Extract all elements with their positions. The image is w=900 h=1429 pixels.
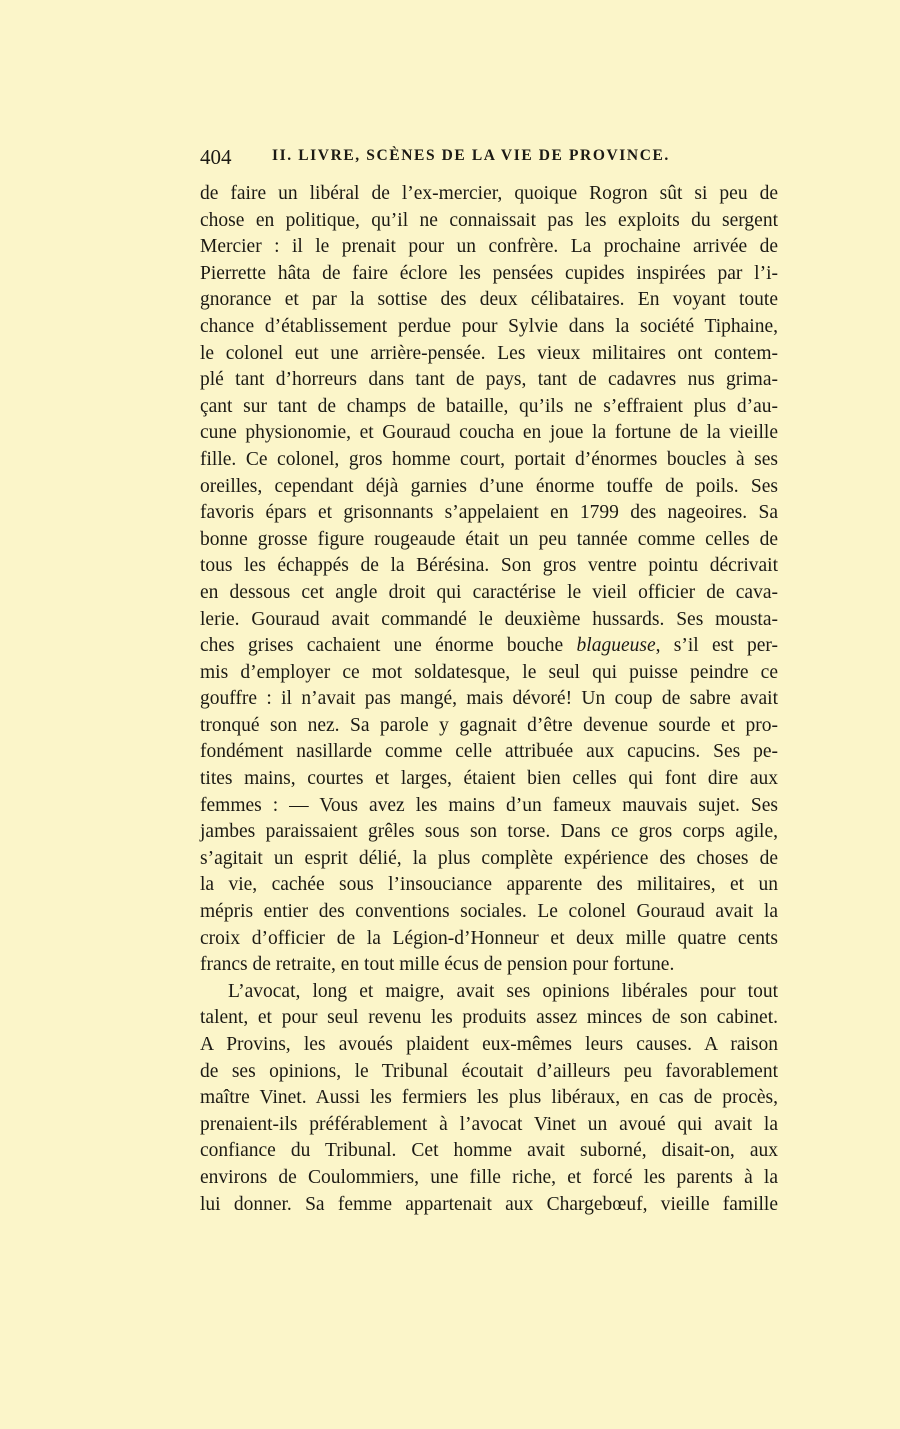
text-line: gouffre : il n’avait pas mangé, mais dévoré! Un coup de sabre avait: [200, 688, 778, 710]
text-line: maître Vinet. Aussi les fermiers les plus libéraux, en cas de procès,: [200, 1087, 778, 1109]
text-line: environs de Coulommiers, une fille riche, et forcé les parents à la: [200, 1166, 778, 1188]
running-header: [200, 145, 720, 171]
text-line: bonne grosse figure rougeaude était un peu tannée comme celles de: [200, 528, 778, 550]
text-line: cune physionomie, et Gouraud coucha en joue la fortune de la vieille: [200, 422, 778, 444]
text-line: fondément nasillarde comme celle attribuée aux capucins. Ses pe-: [200, 741, 778, 763]
text-line: favoris épars et grisonnants s’appelaient en 1799 des nageoires. Sa: [200, 502, 778, 524]
italic-word: blagueuse: [576, 635, 656, 657]
text-line: le colonel eut une arrière-pensée. Les vieux militaires ont contem-: [200, 342, 778, 364]
text-line: jambes paraissaient grêles sous son torse. Dans ce gros corps agile,: [200, 821, 778, 843]
text-line: [200, 633, 778, 660]
text-line: L’avocat, long et maigre, avait ses opinions libérales pour tout: [228, 980, 778, 1002]
text-line: fille. Ce colonel, gros homme court, portait d’énormes boucles à ses: [200, 448, 778, 470]
text-line: tous les échappés de la Bérésina. Son gros ventre pointu décrivait: [200, 555, 778, 577]
paragraph: [200, 979, 778, 1218]
text-line: talent, et pour seul revenu les produits assez minces de son cabinet.: [200, 1007, 778, 1029]
text-line: oreilles, cependant déjà garnies d’une énorme touffe de poils. Ses: [200, 475, 778, 497]
text-line: A Provins, les avoués plaident eux-mêmes leurs causes. A raison: [200, 1034, 778, 1055]
text-line: lerie. Gouraud avait commandé le deuxième hussards. Ses mousta-: [200, 608, 778, 630]
text-line: la vie, cachée sous l’insouciance apparente des militaires, et un: [200, 874, 778, 896]
text-line: Pierrette hâta de faire éclore les pensées cupides inspirées par l’i-: [200, 262, 778, 284]
text-line: mis d’employer ce mot soldatesque, le seul qui puisse peindre ce: [200, 661, 778, 683]
page-number: 404: [200, 145, 232, 169]
text-line: çant sur tant de champs de bataille, qu’ils ne s’effraient plus d’au-: [200, 395, 778, 417]
text-line: Mercier : il le prenait pour un confrère. La prochaine arrivée de: [200, 236, 778, 258]
text-line: s’agitait un esprit délié, la plus complète expérience des choses de: [200, 847, 778, 869]
text-line: de ses opinions, le Tribunal écoutait d’ailleurs peu favorablement: [200, 1060, 778, 1082]
text-line: prenaient-ils préférablement à l’avocat Vinet un avoué qui avait la: [200, 1113, 778, 1135]
text-line: de faire un libéral de l’ex-mercier, quoique Rogron sût si peu de: [200, 183, 778, 204]
text-line: tronqué son nez. Sa parole y gagnait d’être devenue sourde et pro-: [200, 714, 778, 736]
running-title: II. LIVRE, SCÈNES DE LA VIE DE PROVINCE.: [272, 147, 670, 164]
text-segment: , s’il est per-: [655, 635, 778, 657]
text-line: lui donner. Sa femme appartenait aux Chargebœuf, vieille famille: [200, 1193, 778, 1215]
text-line: gnorance et par la sottise des deux célibataires. En voyant toute: [200, 289, 778, 311]
text-line: confiance du Tribunal. Cet homme avait suborné, disait-on, aux: [200, 1140, 778, 1162]
text-segment: ches grises cachaient une énorme bouche: [200, 635, 577, 657]
text-line: chose en politique, qu’il ne connaissait pas les exploits du sergent: [200, 209, 778, 231]
text-line: croix d’officier de la Légion-d’Honneur et deux mille quatre cents: [200, 927, 778, 949]
text-line: mépris entier des conventions sociales. Le colonel Gouraud avait la: [200, 901, 778, 923]
text-line: plé tant d’horreurs dans tant de pays, tant de cadavres nus grima-: [200, 369, 778, 391]
text-line: chance d’établissement perdue pour Sylvie dans la société Tiphaine,: [200, 315, 778, 337]
text-line: en dessous cet angle droit qui caractérise le vieil officier de cava-: [200, 581, 778, 603]
page-body-text: [200, 181, 778, 1218]
text-line: femmes : — Vous avez les mains d’un fameux mauvais sujet. Ses: [200, 794, 778, 816]
text-line: francs de retraite, en tout mille écus de pension pour fortune.: [200, 954, 675, 976]
text-line: tites mains, courtes et larges, étaient bien celles qui font dire aux: [200, 768, 778, 790]
paragraph: [200, 181, 778, 979]
